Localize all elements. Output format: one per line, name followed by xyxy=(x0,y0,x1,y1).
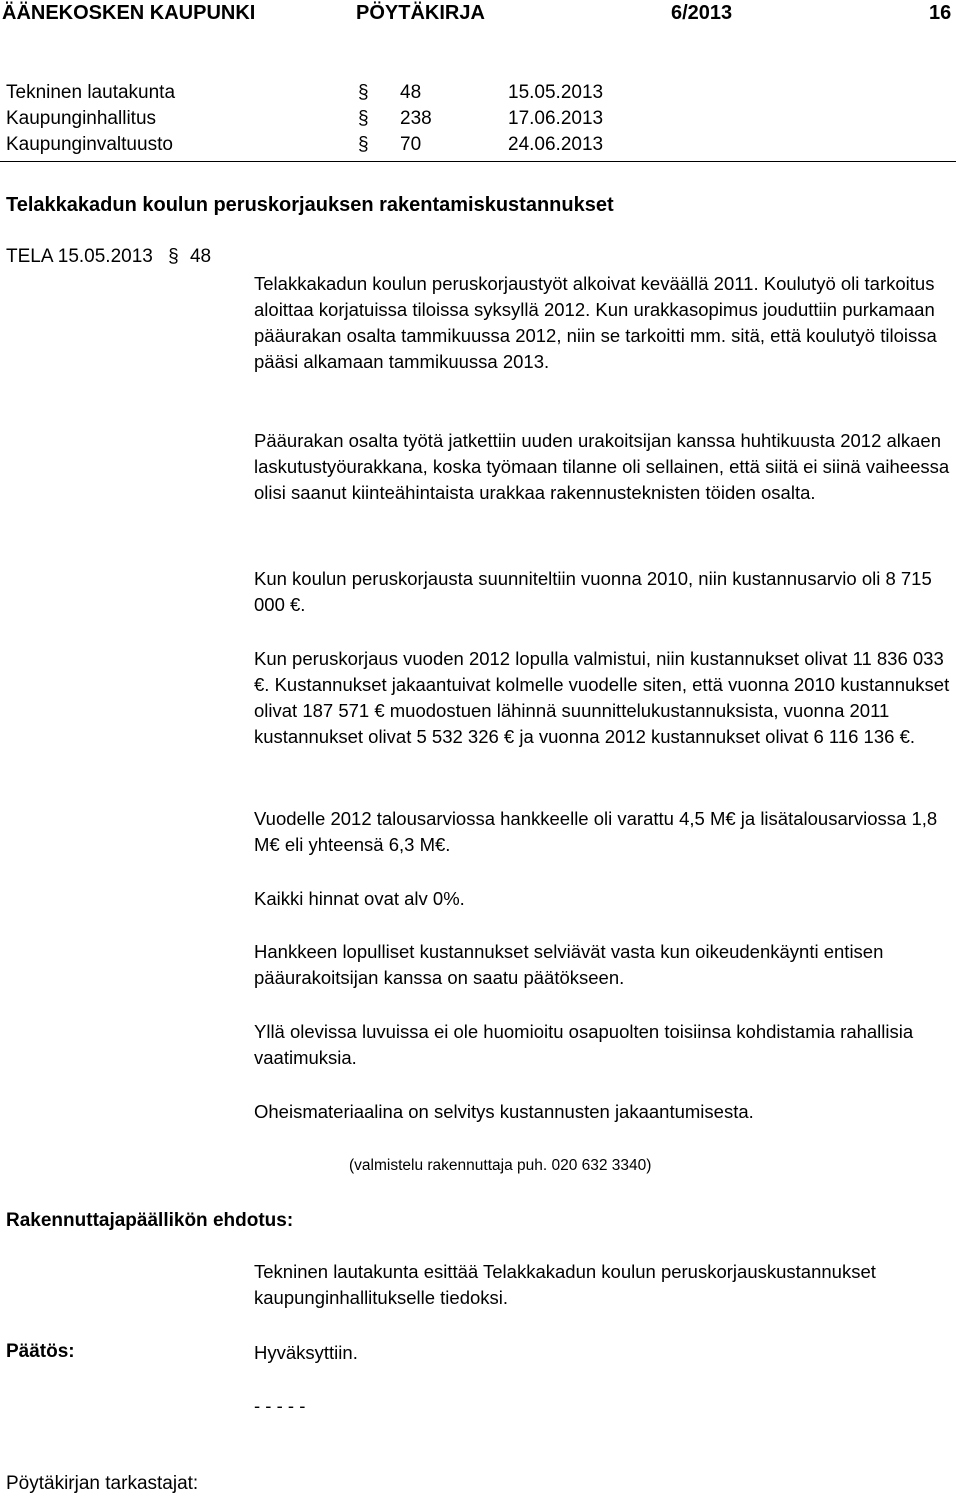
decision-text: Hyväksyttiin. xyxy=(254,1342,358,1363)
history-number: 238 xyxy=(400,108,432,129)
history-date: 17.06.2013 xyxy=(508,108,604,129)
proposal-text: Tekninen lautakunta esittää Telakkakadun koulun peruskorjauskustannukset kaupunginhallitukselle tiedoksi. xyxy=(254,1261,876,1308)
history-number: 48 xyxy=(400,82,422,103)
reference-line xyxy=(6,246,211,268)
paragraph: Kaikki hinnat ovat alv 0%. xyxy=(254,888,465,909)
reference-code: TELA 15.05.2013 xyxy=(6,246,153,267)
document-header xyxy=(0,2,960,28)
section-sign-icon: § xyxy=(358,108,369,129)
history-date: 15.05.2013 xyxy=(508,82,604,103)
decision-label: Päätös: xyxy=(6,1341,75,1362)
protocol-number: 6/2013 xyxy=(671,2,733,24)
preparer-note: (valmistelu rakennuttaja puh. 020 632 3340) xyxy=(349,1157,652,1174)
paragraph: Telakkakadun koulun peruskorjaustyöt alkoivat keväällä 2011. Koulutyö oli tarkoitus aloittaa korjatuissa tiloissa syksyllä 2012. Kun urakkasopimus jouduttiin purkamaan pääurakan osalta tammikuussa 2012, niin se tarkoitti mm. sitä, että koulutyö tiloissa pääsi alkamaan tammikuussa 2013. xyxy=(254,273,937,372)
paragraph: Oheismateriaalina on selvitys kustannusten jakaantumisesta. xyxy=(254,1101,754,1122)
history-body: Kaupunginhallitus xyxy=(6,108,157,129)
document-type: PÖYTÄKIRJA xyxy=(356,2,485,24)
divider xyxy=(0,161,956,162)
history-body: Kaupunginvaltuusto xyxy=(6,134,173,155)
paragraph: Yllä olevissa luvuissa ei ole huomioitu osapuolten toisiinsa kohdistamia rahallisia vaatimuksia. xyxy=(254,1021,914,1068)
proposal-label: Rakennuttajapäällikön ehdotus: xyxy=(6,1210,294,1231)
paragraph: Kun peruskorjaus vuoden 2012 lopulla valmistui, niin kustannukset olivat 11 836 033 €. Kustannukset jakaantuivat kolmelle vuodelle siten, että vuonna 2010 kustannukset olivat 187 571 € muodostuen lähinnä suunnittelukustannuksista, vuonna 2011 kustannukset olivat 5 532 326 € ja vuonna 2012 kustannukset olivat 6 116 136 €. xyxy=(254,648,950,747)
section-sign-icon: § xyxy=(168,246,179,267)
paragraph: Vuodelle 2012 talousarviossa hankkeelle oli varattu 4,5 M€ ja lisätalousarviossa 1,8 M€ eli yhteensä 6,3 M€. xyxy=(254,808,938,855)
reviewers-label: Pöytäkirjan tarkastajat: xyxy=(6,1473,199,1494)
page-title: Telakkakadun koulun peruskorjauksen rakentamiskustannukset xyxy=(6,194,614,216)
paragraph: Kun koulun peruskorjausta suunniteltiin vuonna 2010, niin kustannusarvio oli 8 715 000 €. xyxy=(254,568,932,615)
reference-number: 48 xyxy=(189,246,212,267)
page-number: 16 xyxy=(929,2,952,24)
section-sign-icon: § xyxy=(358,134,369,155)
paragraph: Pääurakan osalta työtä jatkettiin uuden urakoitsijan kanssa huhtikuusta 2012 alkaen laskutustyöurakkana, koska työmaan tilanne oli sellainen, että siitä ei siinä vaiheessa olisi saanut kiinteähintaista urakkaa rakennusteknisten töiden osalta. xyxy=(254,430,950,503)
paragraph: Hankkeen lopulliset kustannukset selviävät vasta kun oikeudenkäynti entisen pääurakoitsijan kanssa on saatu päätökseen. xyxy=(254,941,884,988)
history-body: Tekninen lautakunta xyxy=(6,82,176,103)
separator: - - - - - xyxy=(254,1395,306,1416)
history-number: 70 xyxy=(400,134,422,155)
history-date: 24.06.2013 xyxy=(508,134,604,155)
section-sign-icon: § xyxy=(358,82,369,103)
municipality-name: ÄÄNEKOSKEN KAUPUNKI xyxy=(2,2,256,24)
